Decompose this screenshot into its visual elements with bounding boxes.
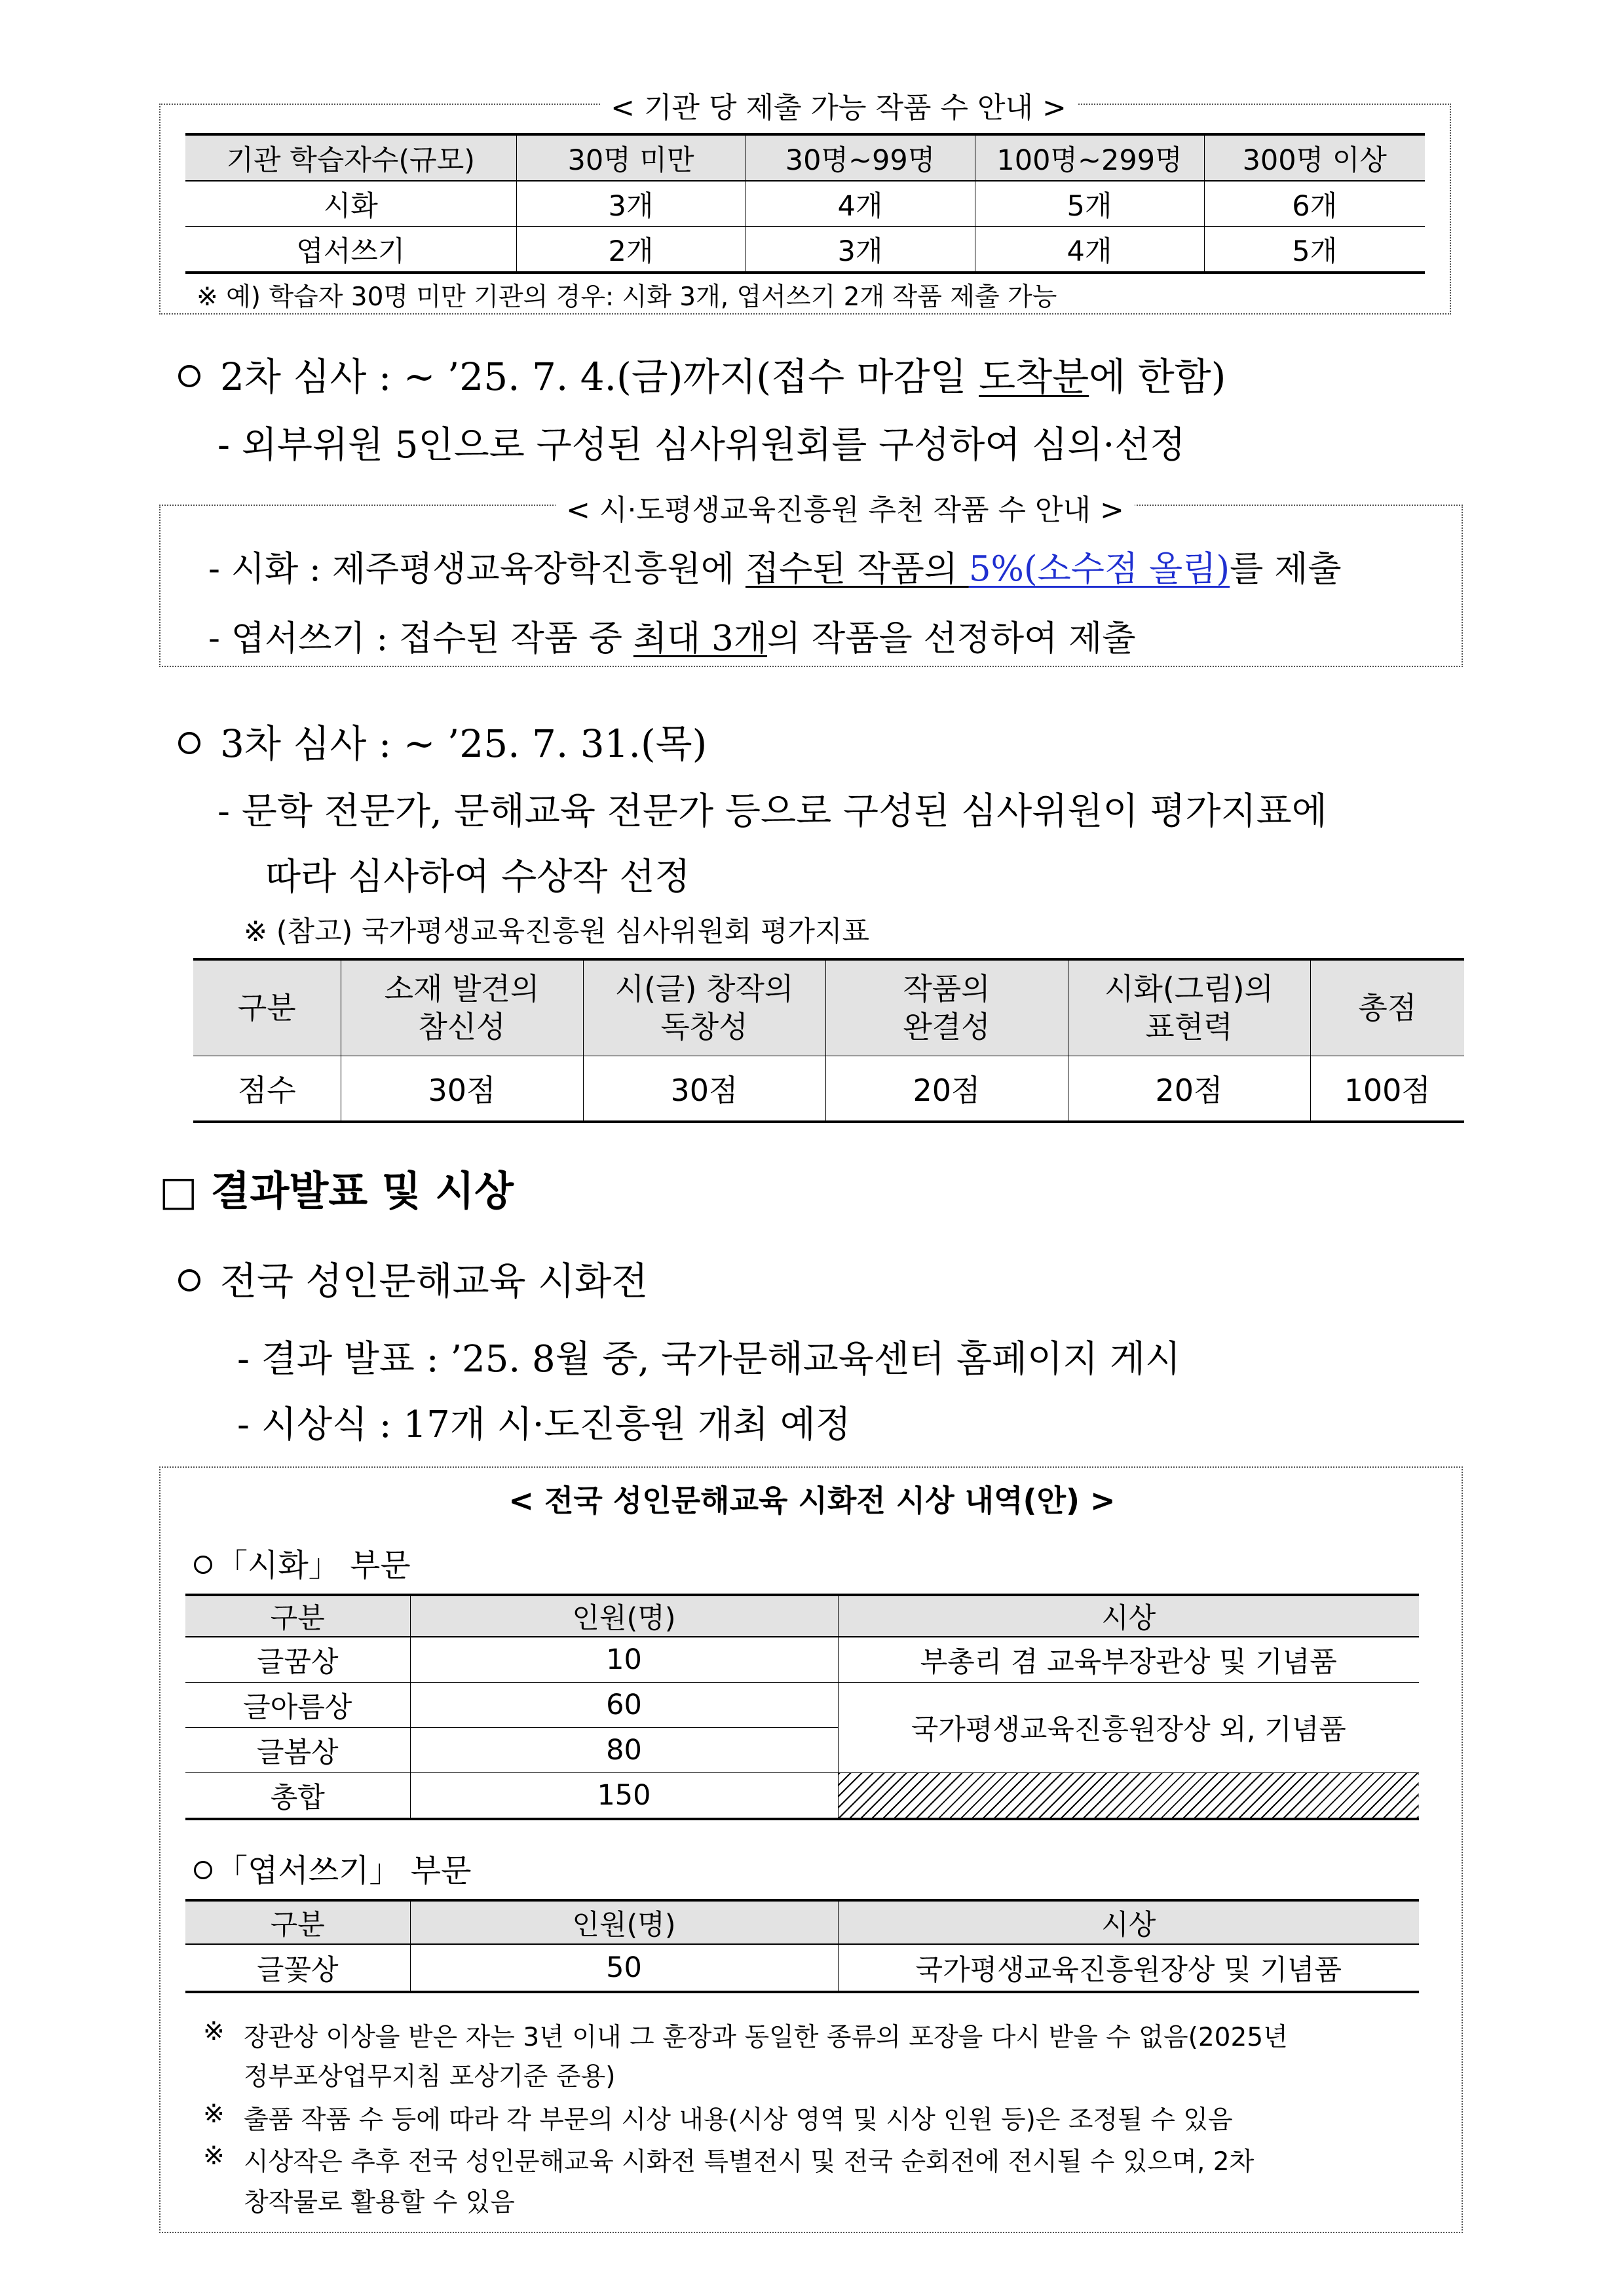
table-cell: 엽서쓰기 [185,227,516,273]
recommend-line-sihwa: - 시화 : 제주평생교육장학진흥원에 접수된 작품의 5%(소수점 올림)를 제출 [208,549,1342,589]
table-cell: 5개 [1204,227,1425,273]
circle-bullet-icon [178,1269,200,1292]
table-cell: 10 [410,1637,838,1683]
table-cell: 2개 [516,227,746,273]
square-bullet-icon: □ [159,1167,198,1215]
table-row [185,181,1425,227]
circle-bullet-icon [178,732,200,754]
circle-bullet-icon [194,1861,212,1879]
table-cell: 부총리 겸 교육부장관상 및 기념품 [838,1637,1419,1683]
table-row [185,1683,1419,1728]
column-header: 시화(그림)의 표현력 [1068,959,1310,1056]
submission-limit-table [185,133,1425,274]
section-heading: □ 결과발표 및 시상 [159,1167,514,1215]
column-header: 30명 미만 [516,134,746,181]
table-row [193,1056,1464,1122]
table-row [185,1773,1419,1820]
table-cell: 점수 [193,1056,341,1122]
column-header: 기관 학습자수(규모) [185,134,516,181]
table-cell: 30점 [341,1056,583,1122]
round2-heading: 2차 심사 : ~ ’25. 7. 4.(금)까지(접수 마감일 도착분에 한함) [178,346,1226,401]
evaluation-reference-note: ※ (참고) 국가평생교육진흥원 심사위원회 평가지표 [244,915,870,948]
table-header-row [185,1595,1419,1637]
column-header: 소재 발견의 참신성 [341,959,583,1056]
table-row [185,1637,1419,1683]
table-cell: 6개 [1204,181,1425,227]
award-note-1-cont: 정부포상업무지침 포상기준 준용) [244,2062,616,2092]
award-note-3: 시상작은 추후 전국 성인문해교육 시화전 특별전시 및 전국 순회전에 전시될 수 있으며, 2차 [244,2147,1255,2177]
column-header: 구분 [193,959,341,1056]
table-cell: 글아름상 [185,1683,410,1728]
column-header: 인원(명) [410,1595,838,1637]
table-header-row [193,959,1464,1056]
column-header: 구분 [185,1595,410,1637]
round3-description-2: 따라 심사하여 수상작 선정 [265,856,690,898]
column-header: 작품의 완결성 [825,959,1068,1056]
column-header: 300명 이상 [1204,134,1425,181]
circle-bullet-icon [178,365,200,387]
table-header-row [185,1900,1419,1944]
table-cell: 20점 [825,1056,1068,1122]
postcard-award-table [185,1899,1419,1993]
column-header: 인원(명) [410,1900,838,1944]
award-note-mark: ※ [203,2099,225,2129]
sihwa-award-table [185,1594,1419,1820]
table-cell: 30점 [583,1056,825,1122]
column-header: 100명~299명 [975,134,1204,181]
table-cell: 시화 [185,181,516,227]
award-note-mark: ※ [203,2017,225,2046]
award-note-2: 출품 작품 수 등에 따라 각 부문의 시상 내용(시상 영역 및 시상 인원 등)은 조정될 수 있음 [244,2105,1233,2135]
submission-limit-title: < 기관 당 제출 가능 작품 수 안내 > [600,84,1077,126]
round3-description-1: - 문학 전문가, 문해교육 전문가 등으로 구성된 심사위원이 평가지표에 [217,790,1327,833]
table-cell: 국가평생교육진흥원장상 및 기념품 [838,1944,1419,1992]
table-cell: 50 [410,1944,838,1992]
table-cell: 20점 [1068,1056,1310,1122]
contest-heading: 전국 성인문해교육 시화전 [178,1250,648,1305]
column-header: 구분 [185,1900,410,1944]
contest-result: - 결과 발표 : ’25. 8월 중, 국가문해교육센터 홈페이지 게시 [237,1338,1181,1381]
postcard-category-label: 「엽서쓰기」 부문 [194,1845,471,1890]
table-cell: 150 [410,1773,838,1820]
submission-limit-note: ※ 예) 학습자 30명 미만 기관의 경우: 시화 3개, 엽서쓰기 2개 작품 제출 가능 [197,282,1057,312]
recommend-box-title: < 시·도평생교육진흥원 추천 작품 수 안내 > [556,486,1135,528]
table-cell: 80 [410,1728,838,1773]
table-cell: 글봄상 [185,1728,410,1773]
evaluation-table [193,958,1464,1123]
table-cell: 5개 [975,181,1204,227]
column-header: 총점 [1310,959,1464,1056]
column-header: 시상 [838,1595,1419,1637]
table-row [185,1944,1419,1992]
recommend-line-postcard: - 엽서쓰기 : 접수된 작품 중 최대 3개의 작품을 선정하여 제출 [208,619,1136,659]
hatched-empty-cell [838,1773,1419,1820]
round3-heading: 3차 심사 : ~ ’25. 7. 31.(목) [178,713,707,768]
table-cell: 4개 [975,227,1204,273]
table-cell: 100점 [1310,1056,1464,1122]
sihwa-category-label: 「시화」 부문 [194,1540,411,1585]
table-cell: 60 [410,1683,838,1728]
column-header: 30명~99명 [746,134,975,181]
award-note-3-cont: 창작물로 활용할 수 있음 [244,2188,515,2217]
round2-description: - 외부위원 5인으로 구성된 심사위원회를 구성하여 심의·선정 [217,424,1186,467]
table-row [185,227,1425,273]
award-note-1: 장관상 이상을 받은 자는 3년 이내 그 훈장과 동일한 종류의 포장을 다시 받을 수 없음(2025년 [244,2023,1288,2052]
table-cell: 국가평생교육진흥원장상 외, 기념품 [838,1683,1419,1773]
table-cell: 총합 [185,1773,410,1820]
table-cell: 3개 [746,227,975,273]
table-cell: 4개 [746,181,975,227]
table-cell: 글꽃상 [185,1944,410,1992]
table-cell: 글꿈상 [185,1637,410,1683]
circle-bullet-icon [194,1556,212,1574]
table-header-row [185,134,1425,181]
award-note-mark: ※ [203,2141,225,2171]
table-cell: 3개 [516,181,746,227]
award-box-title: < 전국 성인문해교육 시화전 시상 내역(안) > [508,1483,1116,1518]
contest-ceremony: - 시상식 : 17개 시·도진흥원 개최 예정 [237,1404,851,1446]
column-header: 시(글) 창작의 독창성 [583,959,825,1056]
column-header: 시상 [838,1900,1419,1944]
